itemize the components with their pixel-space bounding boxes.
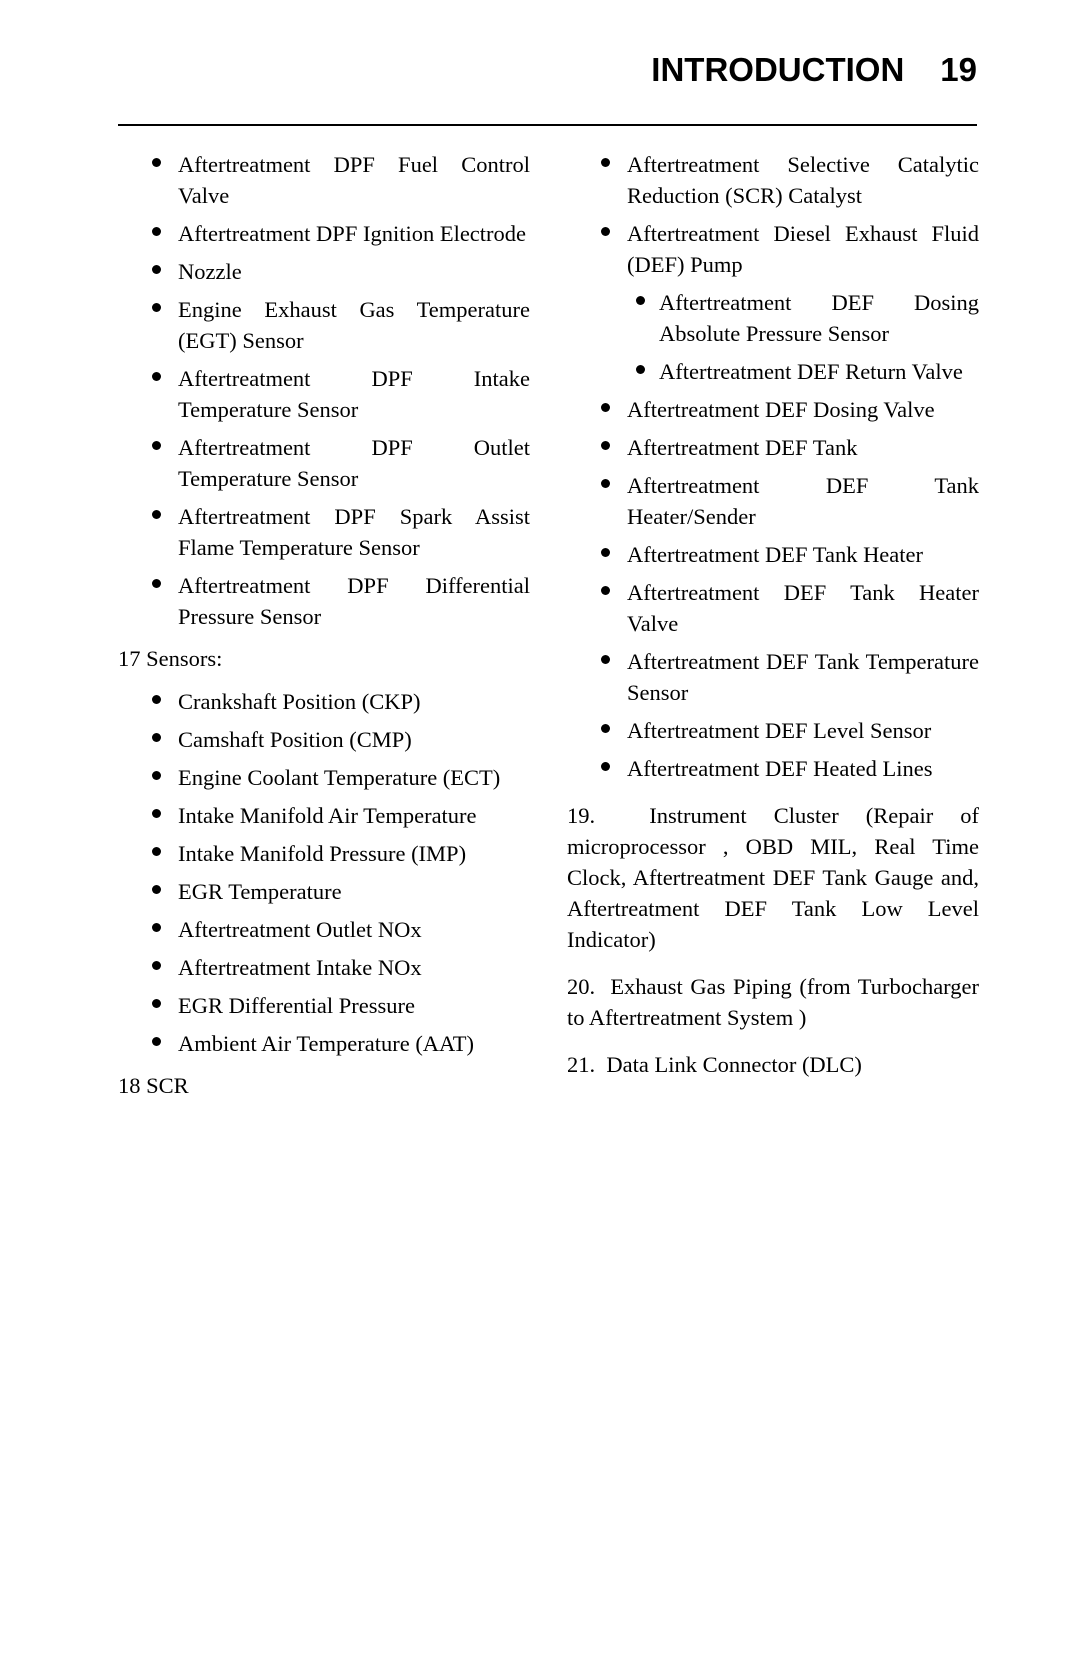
- bullet-icon: [636, 365, 645, 374]
- list-item-text: Aftertreatment DEF Tank: [627, 435, 858, 460]
- list-item-text: Aftertreatment DPF Fuel Control Valve: [178, 152, 530, 208]
- numbered-item-18: 18 SCR: [118, 1073, 189, 1098]
- def-components-list: [599, 394, 979, 784]
- list-item-text: Aftertreatment DEF Tank Heater: [627, 542, 924, 567]
- bullet-icon: [152, 999, 161, 1008]
- list-item: [599, 539, 979, 570]
- list-item: [150, 149, 530, 211]
- list-item: [150, 1028, 530, 1059]
- sensors-list: [150, 686, 530, 1059]
- list-item-text: Engine Exhaust Gas Temperature (EGT) Sensor: [178, 297, 530, 353]
- right-column: [567, 149, 979, 1080]
- list-item-text: Aftertreatment DPF Spark Assist Flame Temperature Sensor: [178, 504, 530, 560]
- bullet-icon: [152, 579, 161, 588]
- list-item: [150, 952, 530, 983]
- list-item: [150, 838, 530, 869]
- dpf-components-list: [150, 149, 530, 632]
- bullet-icon: [601, 158, 610, 167]
- list-item: [150, 363, 530, 425]
- list-item-text: Engine Coolant Temperature (ECT): [178, 765, 501, 790]
- bullet-icon: [152, 923, 161, 932]
- bullet-icon: [152, 733, 161, 742]
- list-item-text: Aftertreatment Intake NOx: [178, 955, 422, 980]
- list-item-text: Aftertreatment DEF Tank Heater/Sender: [627, 473, 979, 529]
- list-item: [599, 715, 979, 746]
- list-item-text: Aftertreatment DEF Heated Lines: [627, 756, 933, 781]
- list-item: [150, 724, 530, 755]
- list-item: [150, 876, 530, 907]
- list-item: [599, 577, 979, 639]
- numbered-item-19: 19. Instrument Cluster (Repair of microprocessor , OBD MIL, Real Time Clock, Aftertreatment DEF Tank Gauge and, Aftertreatment DEF Tank Low Level Indicator): [567, 803, 979, 952]
- list-item-text: Aftertreatment Selective Catalytic Reduction (SCR) Catalyst: [627, 152, 979, 208]
- bullet-icon: [152, 961, 161, 970]
- list-item: [599, 149, 979, 211]
- list-item-text: Aftertreatment Diesel Exhaust Fluid (DEF) Pump: [627, 221, 979, 277]
- list-item-text: Aftertreatment DEF Dosing Absolute Pressure Sensor: [659, 290, 979, 346]
- list-item-text: Aftertreatment DPF Ignition Electrode: [178, 221, 527, 246]
- page-header: [0, 0, 1069, 90]
- list-item-text: Aftertreatment DEF Return Valve: [659, 359, 963, 384]
- bullet-icon: [152, 158, 161, 167]
- list-item: [150, 218, 530, 249]
- list-item: [634, 356, 979, 387]
- list-item-text: Intake Manifold Pressure (IMP): [178, 841, 467, 866]
- list-item: [150, 800, 530, 831]
- def-pump-sub-list: [634, 287, 979, 387]
- list-item: [150, 570, 530, 632]
- bullet-icon: [601, 655, 610, 664]
- list-item-text: Aftertreatment Outlet NOx: [178, 917, 422, 942]
- bullet-icon: [152, 885, 161, 894]
- left-column: [118, 149, 530, 1113]
- list-item: [599, 753, 979, 784]
- list-item-text: Aftertreatment DEF Tank Heater Valve: [627, 580, 979, 636]
- bullet-icon: [152, 227, 161, 236]
- numbered-item-17: 17 Sensors:: [118, 646, 223, 671]
- numbered-item-20: 20. Exhaust Gas Piping (from Turbocharger to Aftertreatment System ): [567, 974, 979, 1030]
- bullet-icon: [636, 296, 645, 305]
- bullet-icon: [601, 724, 610, 733]
- list-item: [150, 686, 530, 717]
- list-item: [150, 501, 530, 563]
- bullet-icon: [601, 762, 610, 771]
- list-item-text: Aftertreatment DPF Intake Temperature Sensor: [178, 366, 530, 422]
- bullet-icon: [601, 548, 610, 557]
- list-item: [634, 287, 979, 349]
- bullet-icon: [152, 847, 161, 856]
- list-item-text: Intake Manifold Air Temperature: [178, 803, 477, 828]
- list-item: [150, 294, 530, 356]
- page-title: INTRODUCTION: [651, 51, 905, 88]
- list-item-text: Aftertreatment DEF Level Sensor: [627, 718, 932, 743]
- page-content: [0, 126, 1069, 1113]
- bullet-icon: [152, 695, 161, 704]
- list-item: [599, 432, 979, 463]
- list-item-text: Aftertreatment DPF Differential Pressure Sensor: [178, 573, 530, 629]
- bullet-icon: [601, 227, 610, 236]
- list-item-text: EGR Temperature: [178, 879, 342, 904]
- bullet-icon: [152, 303, 161, 312]
- list-item-text: Camshaft Position (CMP): [178, 727, 412, 752]
- bullet-icon: [152, 441, 161, 450]
- list-item: [150, 762, 530, 793]
- list-item: [150, 990, 530, 1021]
- list-item: [150, 432, 530, 494]
- list-item: [599, 218, 979, 280]
- bullet-icon: [152, 265, 161, 274]
- list-item: [599, 394, 979, 425]
- bullet-icon: [601, 586, 610, 595]
- bullet-icon: [152, 510, 161, 519]
- list-item-text: EGR Differential Pressure: [178, 993, 416, 1018]
- bullet-icon: [152, 1037, 161, 1046]
- list-item: [150, 256, 530, 287]
- list-item: [150, 914, 530, 945]
- list-item-text: Aftertreatment DPF Outlet Temperature Sensor: [178, 435, 530, 491]
- list-item: [599, 646, 979, 708]
- list-item-text: Ambient Air Temperature (AAT): [178, 1031, 475, 1056]
- list-item-text: Aftertreatment DEF Dosing Valve: [627, 397, 935, 422]
- bullet-icon: [152, 809, 161, 818]
- page-number: 19: [940, 51, 977, 88]
- list-item: [599, 470, 979, 532]
- bullet-icon: [152, 372, 161, 381]
- bullet-icon: [601, 403, 610, 412]
- list-item-text: Nozzle: [178, 259, 242, 284]
- bullet-icon: [152, 771, 161, 780]
- list-item-text: Aftertreatment DEF Tank Temperature Sensor: [627, 649, 979, 705]
- scr-components-list: [599, 149, 979, 280]
- numbered-item-21: 21. Data Link Connector (DLC): [567, 1052, 862, 1077]
- bullet-icon: [601, 441, 610, 450]
- bullet-icon: [601, 479, 610, 488]
- list-item-text: Crankshaft Position (CKP): [178, 689, 421, 714]
